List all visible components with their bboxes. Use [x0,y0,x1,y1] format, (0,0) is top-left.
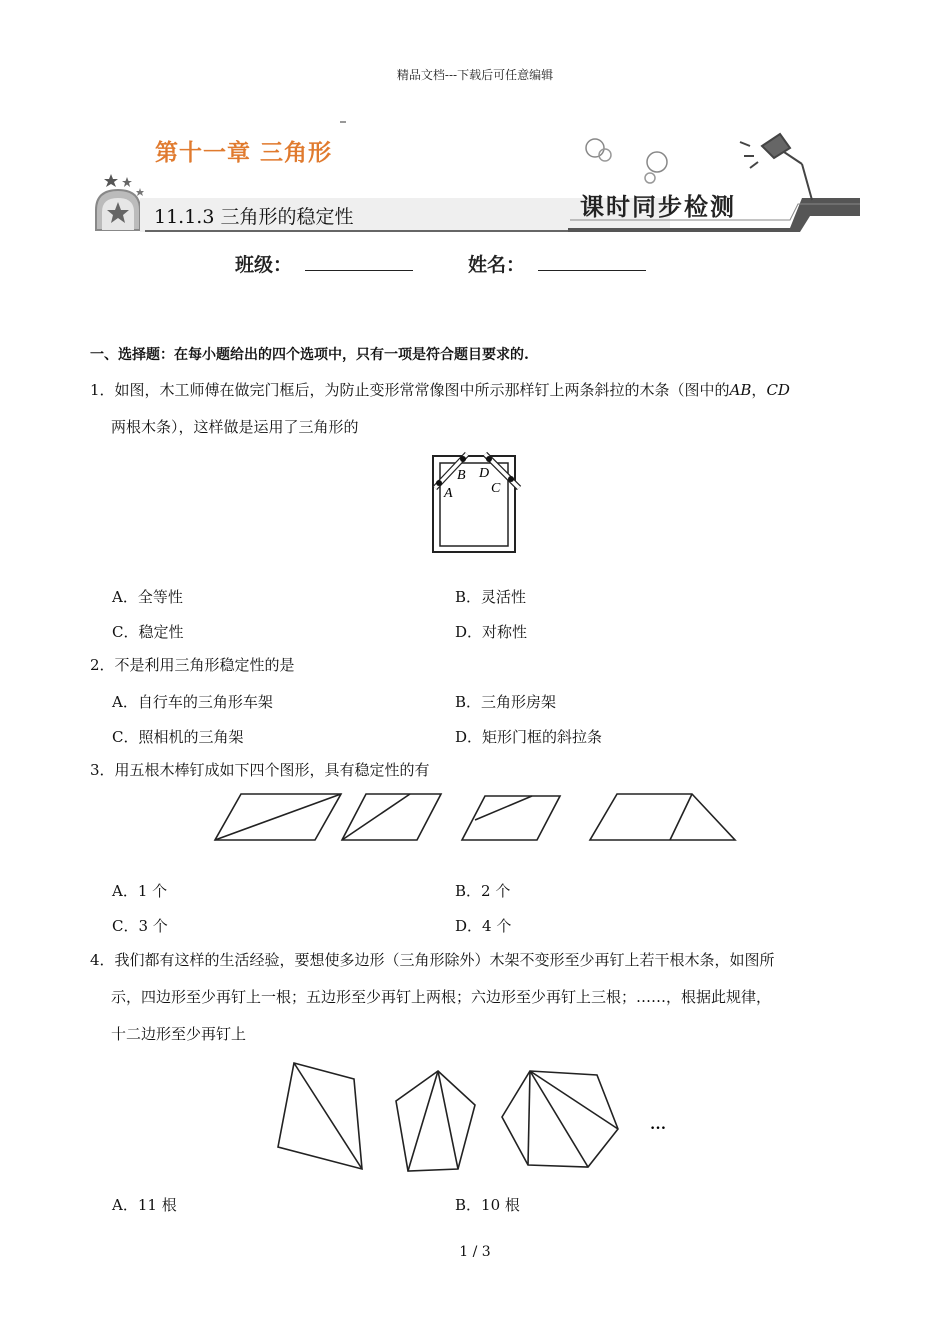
question-text: 示，四边形至少再钉上一根；五边形至少再钉上两根；六边形至少再钉上三根；……，根据此规律， [111,988,772,1006]
option-c[interactable]: C．3 个 [112,917,168,935]
option-b[interactable]: B．10 根 [455,1196,520,1214]
question-3 [90,752,870,789]
question-text: 两根木条），这样做是运用了三角形的 [111,418,359,436]
section-heading: 一、选择题：在每小题给出的四个选项中，只有一项是符合题目要求的. [90,347,529,363]
desk-lamp-icon [740,134,812,200]
question-text: 用五根木棒钉成如下四个图形，具有稳定性的有 [114,761,430,779]
parallelogram-figure-2 [342,794,441,840]
option-c[interactable]: C．照相机的三角架 [112,728,244,746]
option-b[interactable]: B．三角形房架 [455,693,557,711]
ellipsis: … [650,1116,666,1133]
question-number: 4． [90,951,115,969]
trapezoid-figure-4 [590,794,735,840]
quadrilateral-figure [278,1063,362,1169]
option-a[interactable]: A．全等性 [112,588,183,606]
class-input-line[interactable] [305,270,413,271]
hexagon-figure [502,1071,618,1167]
parallelogram-figure-3 [462,796,560,840]
segment-cd: CD [766,381,790,399]
option-a[interactable]: A．1 个 [112,882,168,900]
comma: ， [751,381,767,399]
question-number: 1． [90,381,115,399]
question-text: 不是利用三角形稳定性的是 [114,656,295,674]
brand-title: 课时同步检测 [580,192,736,221]
option-a[interactable]: A．自行车的三角形车架 [112,693,273,711]
name-input-line[interactable] [538,270,646,271]
option-d[interactable]: D．4 个 [455,917,512,935]
option-d[interactable]: D．矩形门框的斜拉条 [455,728,603,746]
question-4 [90,942,870,1053]
option-a[interactable]: A．11 根 [112,1196,177,1214]
page-number: 1 / 3 [459,1244,491,1260]
option-b[interactable]: B．灵活性 [455,588,527,606]
question-number: 2． [90,656,115,674]
label-b: B [457,468,466,483]
question-text: 如图，木工师傅在做完门框后，为防止变形常常像图中所示那样钉上两条斜拉的木条（图中的 [114,381,730,399]
star-icon [136,188,144,196]
section-title: 11.1.3 三角形的稳定性 [154,206,354,228]
class-label: 班级： [235,254,293,276]
option-b[interactable]: B．2 个 [455,882,511,900]
question-text: 十二边形至少再钉上 [111,1025,247,1043]
name-label: 姓名： [468,254,526,276]
question-1 [90,372,870,446]
star-icon [104,174,118,187]
question-2 [90,647,870,684]
option-c[interactable]: C．稳定性 [112,623,184,641]
door-frame-figure [425,450,525,555]
label-c: C [491,481,501,496]
star-icon [122,177,132,187]
document-watermark: 精品文档---下载后可任意编辑 [396,68,554,82]
option-d[interactable]: D．对称性 [455,623,528,641]
label-a: A [444,486,453,501]
chapter-title: 第十一章 三角形 [155,139,333,166]
polygon-figures [270,1055,690,1175]
question-number: 3． [90,761,115,779]
stick-figures [205,788,745,848]
segment-ab: AB [729,381,752,399]
question-text: 我们都有这样的生活经验，要想使多边形（三角形除外）木架不变形至少再钉上若干根木条，如图所 [114,951,775,969]
pentagon-figure [396,1071,475,1171]
label-d: D [479,466,490,481]
